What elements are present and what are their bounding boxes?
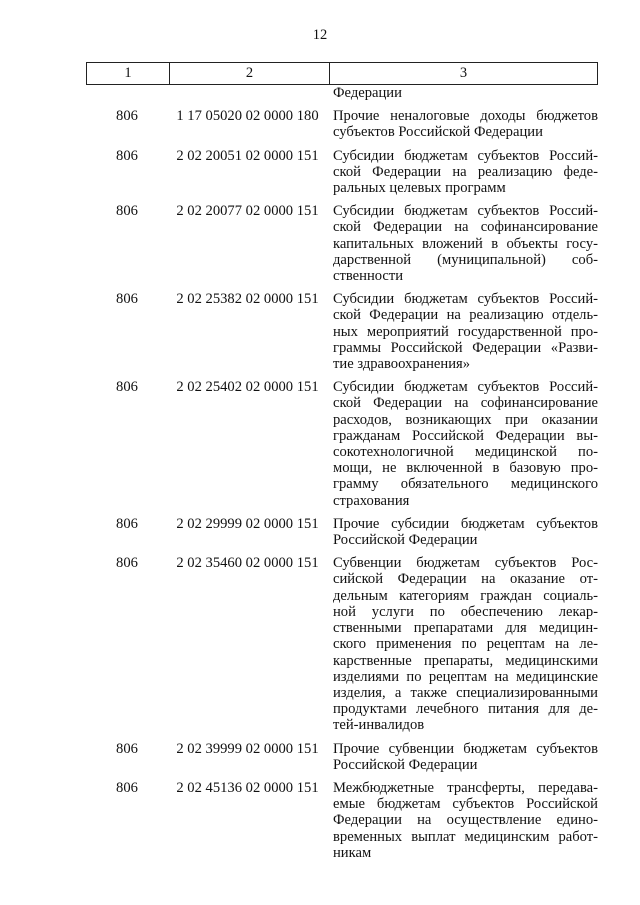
description-line: капитальных вложений в объекты госу-	[333, 235, 598, 252]
description-line: ных мероприятий государственной про-	[333, 323, 598, 340]
admin-code: 806	[116, 555, 138, 572]
description-line: ского применения по рецептам на ле-	[333, 636, 598, 653]
continuation-row	[86, 85, 598, 101]
table-row	[86, 516, 598, 548]
budget-classification-code: 2 02 45136 02 0000 151	[176, 779, 319, 796]
description-line: граммы Российской Федерации «Разви-	[333, 339, 598, 356]
description-line: ской Федерации на софинансирование	[333, 219, 598, 236]
revenue-description	[327, 108, 598, 140]
table-row	[86, 108, 598, 140]
revenue-description	[327, 148, 598, 197]
budget-classification-code: 2 02 39999 02 0000 151	[176, 740, 319, 757]
description-line: изделиями по рецептам на медицинские	[333, 668, 598, 685]
continuation-text: Федерации	[333, 85, 402, 101]
description-line: расходов, возникающих при оказании	[333, 411, 598, 428]
revenue-description	[327, 379, 598, 509]
description-line: ской Федерации на софинансирование	[333, 395, 598, 412]
header-col-1: 1	[87, 63, 170, 84]
description-line: Субсидии бюджетам субъектов Россий-	[333, 379, 598, 396]
description-line: Прочие неналоговые доходы бюджетов	[333, 108, 598, 125]
budget-classification-code: 2 02 20077 02 0000 151	[176, 203, 319, 220]
description-line: субъектов Российской Федерации	[333, 124, 543, 141]
description-line: Субсидии бюджетам субъектов Россий-	[333, 203, 598, 220]
description-line: тей-инвалидов	[333, 717, 425, 734]
description-line: Прочие субвенции бюджетам субъектов	[333, 740, 598, 757]
description-line: Российской Федерации	[333, 756, 478, 773]
admin-code: 806	[116, 779, 138, 796]
description-line: Российской Федерации	[333, 532, 478, 549]
revenue-description	[327, 555, 598, 733]
table-row	[86, 741, 598, 773]
description-line: дарственной (муниципальной) соб-	[333, 251, 598, 268]
description-line: сокотехнологичной медицинской по-	[333, 444, 598, 461]
description-line: ственности	[333, 268, 404, 285]
revenue-description	[327, 741, 598, 773]
table-row	[86, 148, 598, 197]
admin-code: 806	[116, 379, 138, 396]
table-row	[86, 555, 598, 733]
description-line: Субсидии бюджетам субъектов Россий-	[333, 147, 598, 164]
header-col-3: 3	[459, 65, 468, 81]
table-row	[86, 203, 598, 284]
revenue-description	[327, 516, 598, 548]
description-line: никам	[333, 844, 372, 861]
description-line: Прочие субсидии бюджетам субъектов	[333, 515, 598, 532]
budget-classification-code: 2 02 25382 02 0000 151	[176, 291, 319, 308]
rows-container	[86, 108, 598, 861]
budget-classification-code: 1 17 05020 02 0000 180	[176, 108, 319, 125]
description-line: временных выплат медицинским работ-	[333, 828, 598, 845]
description-line: Субвенции бюджетам субъектов Рос-	[333, 555, 598, 572]
description-line: емые бюджетам субъектов Российской	[333, 796, 598, 813]
description-line: ской Федерации на реализацию отдель-	[333, 307, 598, 324]
page-number: 12	[312, 27, 328, 43]
description-line: Субсидии бюджетам субъектов Россий-	[333, 291, 598, 308]
description-line: гражданам Российской Федерации вы-	[333, 427, 598, 444]
admin-code: 806	[116, 740, 138, 757]
description-line: ной услуги по обеспечению лекар-	[333, 603, 598, 620]
table-row	[86, 291, 598, 372]
budget-classification-code: 2 02 35460 02 0000 151	[176, 555, 319, 572]
description-line: ской Федерации на реализацию феде-	[333, 163, 598, 180]
description-line: мощи, не включенной в базовую про-	[333, 460, 598, 477]
admin-code: 806	[116, 108, 138, 125]
revenue-description	[327, 291, 598, 372]
admin-code: 806	[116, 203, 138, 220]
description-line: сийской Федерации на оказание от-	[333, 571, 598, 588]
description-line: продуктами лечебного питания для де-	[333, 701, 598, 718]
description-line: карственные препараты, медицинскими	[333, 652, 598, 669]
revenue-description	[327, 203, 598, 284]
admin-code: 806	[116, 515, 138, 532]
table-header	[86, 62, 598, 85]
table-row	[86, 780, 598, 861]
header-col-2: 2	[170, 63, 330, 84]
description-line: ственными препаратами для медицин-	[333, 620, 598, 637]
budget-classification-code: 2 02 25402 02 0000 151	[176, 379, 319, 396]
description-line: страхования	[333, 492, 410, 509]
admin-code: 806	[116, 291, 138, 308]
admin-code: 806	[116, 147, 138, 164]
table-row	[86, 379, 598, 509]
description-line: Федерации на осуществление едино-	[333, 812, 598, 829]
description-line: ральных целевых программ	[333, 180, 506, 197]
description-line: изделия, а также специализированными	[333, 684, 598, 701]
description-line: дельным категориям граждан социаль-	[333, 587, 598, 604]
table-body	[86, 85, 598, 868]
budget-classification-code: 2 02 20051 02 0000 151	[176, 147, 319, 164]
description-line: Межбюджетные трансферты, передава-	[333, 779, 598, 796]
revenue-description	[327, 780, 598, 861]
description-line: тие здравоохранения»	[333, 356, 471, 373]
budget-classification-code: 2 02 29999 02 0000 151	[176, 515, 319, 532]
description-line: грамму обязательного медицинского	[333, 476, 598, 493]
